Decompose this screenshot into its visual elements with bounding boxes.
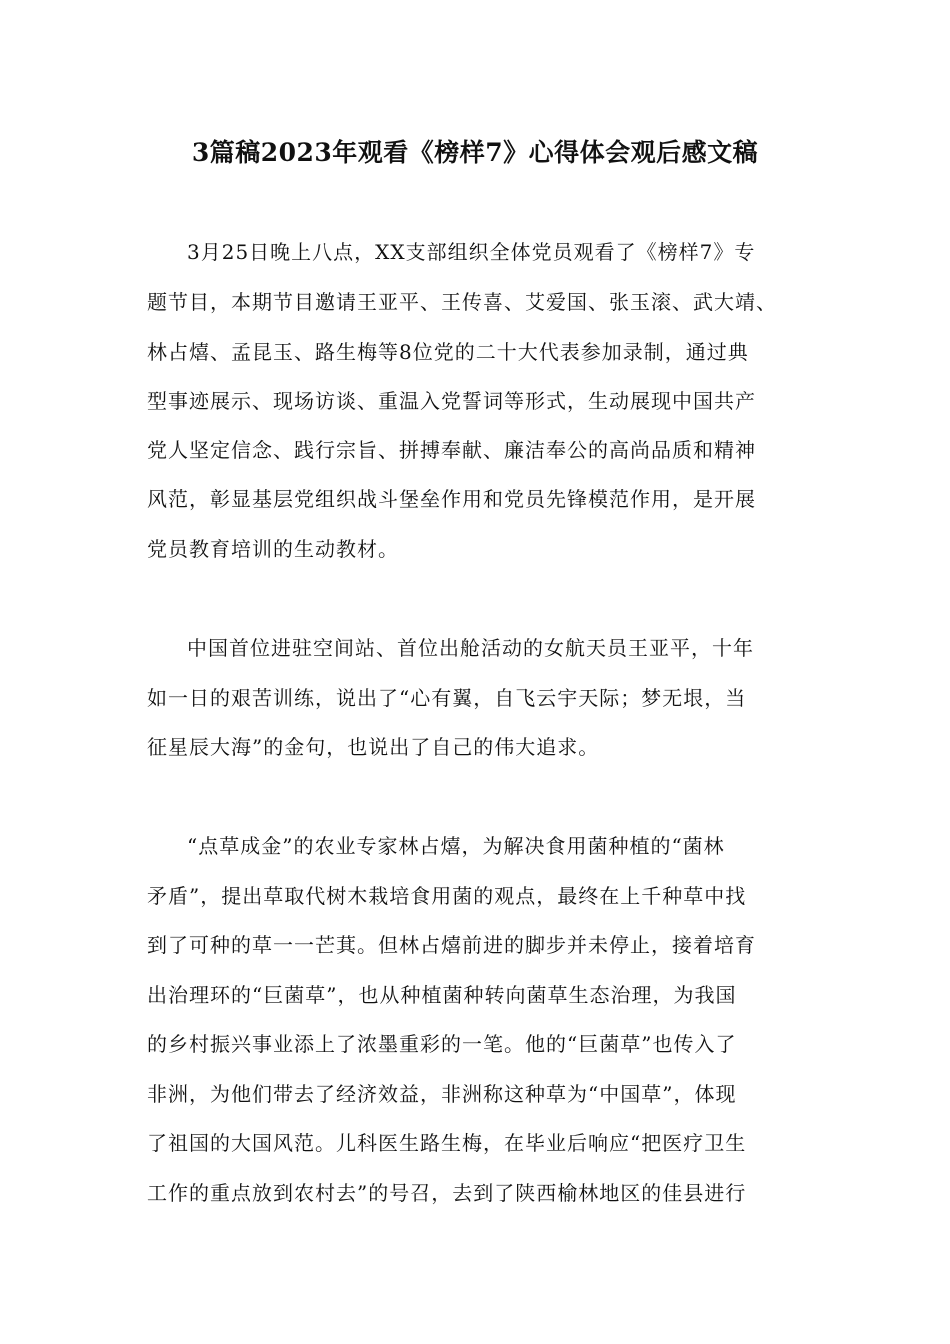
paragraph-1-line-1: 3月25日晚上八点，XX支部组织全体党员观看了《榜样7》专 [187,240,756,264]
paragraph-3-line-2: 矛盾”，提出草取代树木栽培食用菌的观点，最终在上千种草中找 [147,884,747,908]
paragraph-1-line-3: 林占熺、孟昆玉、路生梅等8位党的二十大代表参加录制，通过典 [147,340,749,364]
paragraph-3-line-4: 出治理环的“巨菌草”，也从种植菌种转向菌草生态治理，为我国 [147,983,737,1007]
paragraph-1-line-4: 型事迹展示、现场访谈、重温入党誓词等形式，生动展现中国共产 [147,389,756,413]
paragraph-2-line-3: 征星辰大海”的金句，也说出了自己的伟大追求。 [147,735,600,759]
paragraph-2-line-2: 如一日的艰苦训练，说出了“心有翼，自飞云宇天际；梦无垠，当 [147,686,747,710]
paragraph-3-line-5: 的乡村振兴事业添上了浓墨重彩的一笔。他的“巨菌草”也传入了 [147,1032,737,1056]
paragraph-1-line-7: 党员教育培训的生动教材。 [147,537,399,561]
paragraph-1-line-5: 党人坚定信念、践行宗旨、拼搏奉献、廉洁奉公的高尚品质和精神 [147,438,756,462]
paragraph-1-line-6: 风范，彰显基层党组织战斗堡垒作用和党员先锋模范作用，是开展 [147,487,756,511]
paragraph-3-line-6: 非洲，为他们带去了经济效益，非洲称这种草为“中国草”，体现 [147,1082,737,1106]
paragraph-2-line-1: 中国首位进驻空间站、首位出舱活动的女航天员王亚平，十年 [187,636,754,660]
paragraph-1-line-2: 题节目，本期节目邀请王亚平、王传喜、艾爱国、张玉滚、武大靖、 [147,290,777,314]
paragraph-3-line-3: 到了可种的草一一芒萁。但林占熺前进的脚步并未停止，接着培育 [147,933,756,957]
paragraph-3-line-8: 工作的重点放到农村去”的号召，去到了陕西榆林地区的佳县进行 [147,1181,747,1205]
document-title: 3篇稿2023年观看《榜样7》心得体会观后感文稿 [191,138,759,167]
paragraph-3-line-7: 了祖国的大国风范。儿科医生路生梅，在毕业后响应“把医疗卫生 [147,1131,747,1155]
paragraph-3-line-1: “点草成金”的农业专家林占熺，为解决食用菌种植的“菌林 [187,834,725,858]
